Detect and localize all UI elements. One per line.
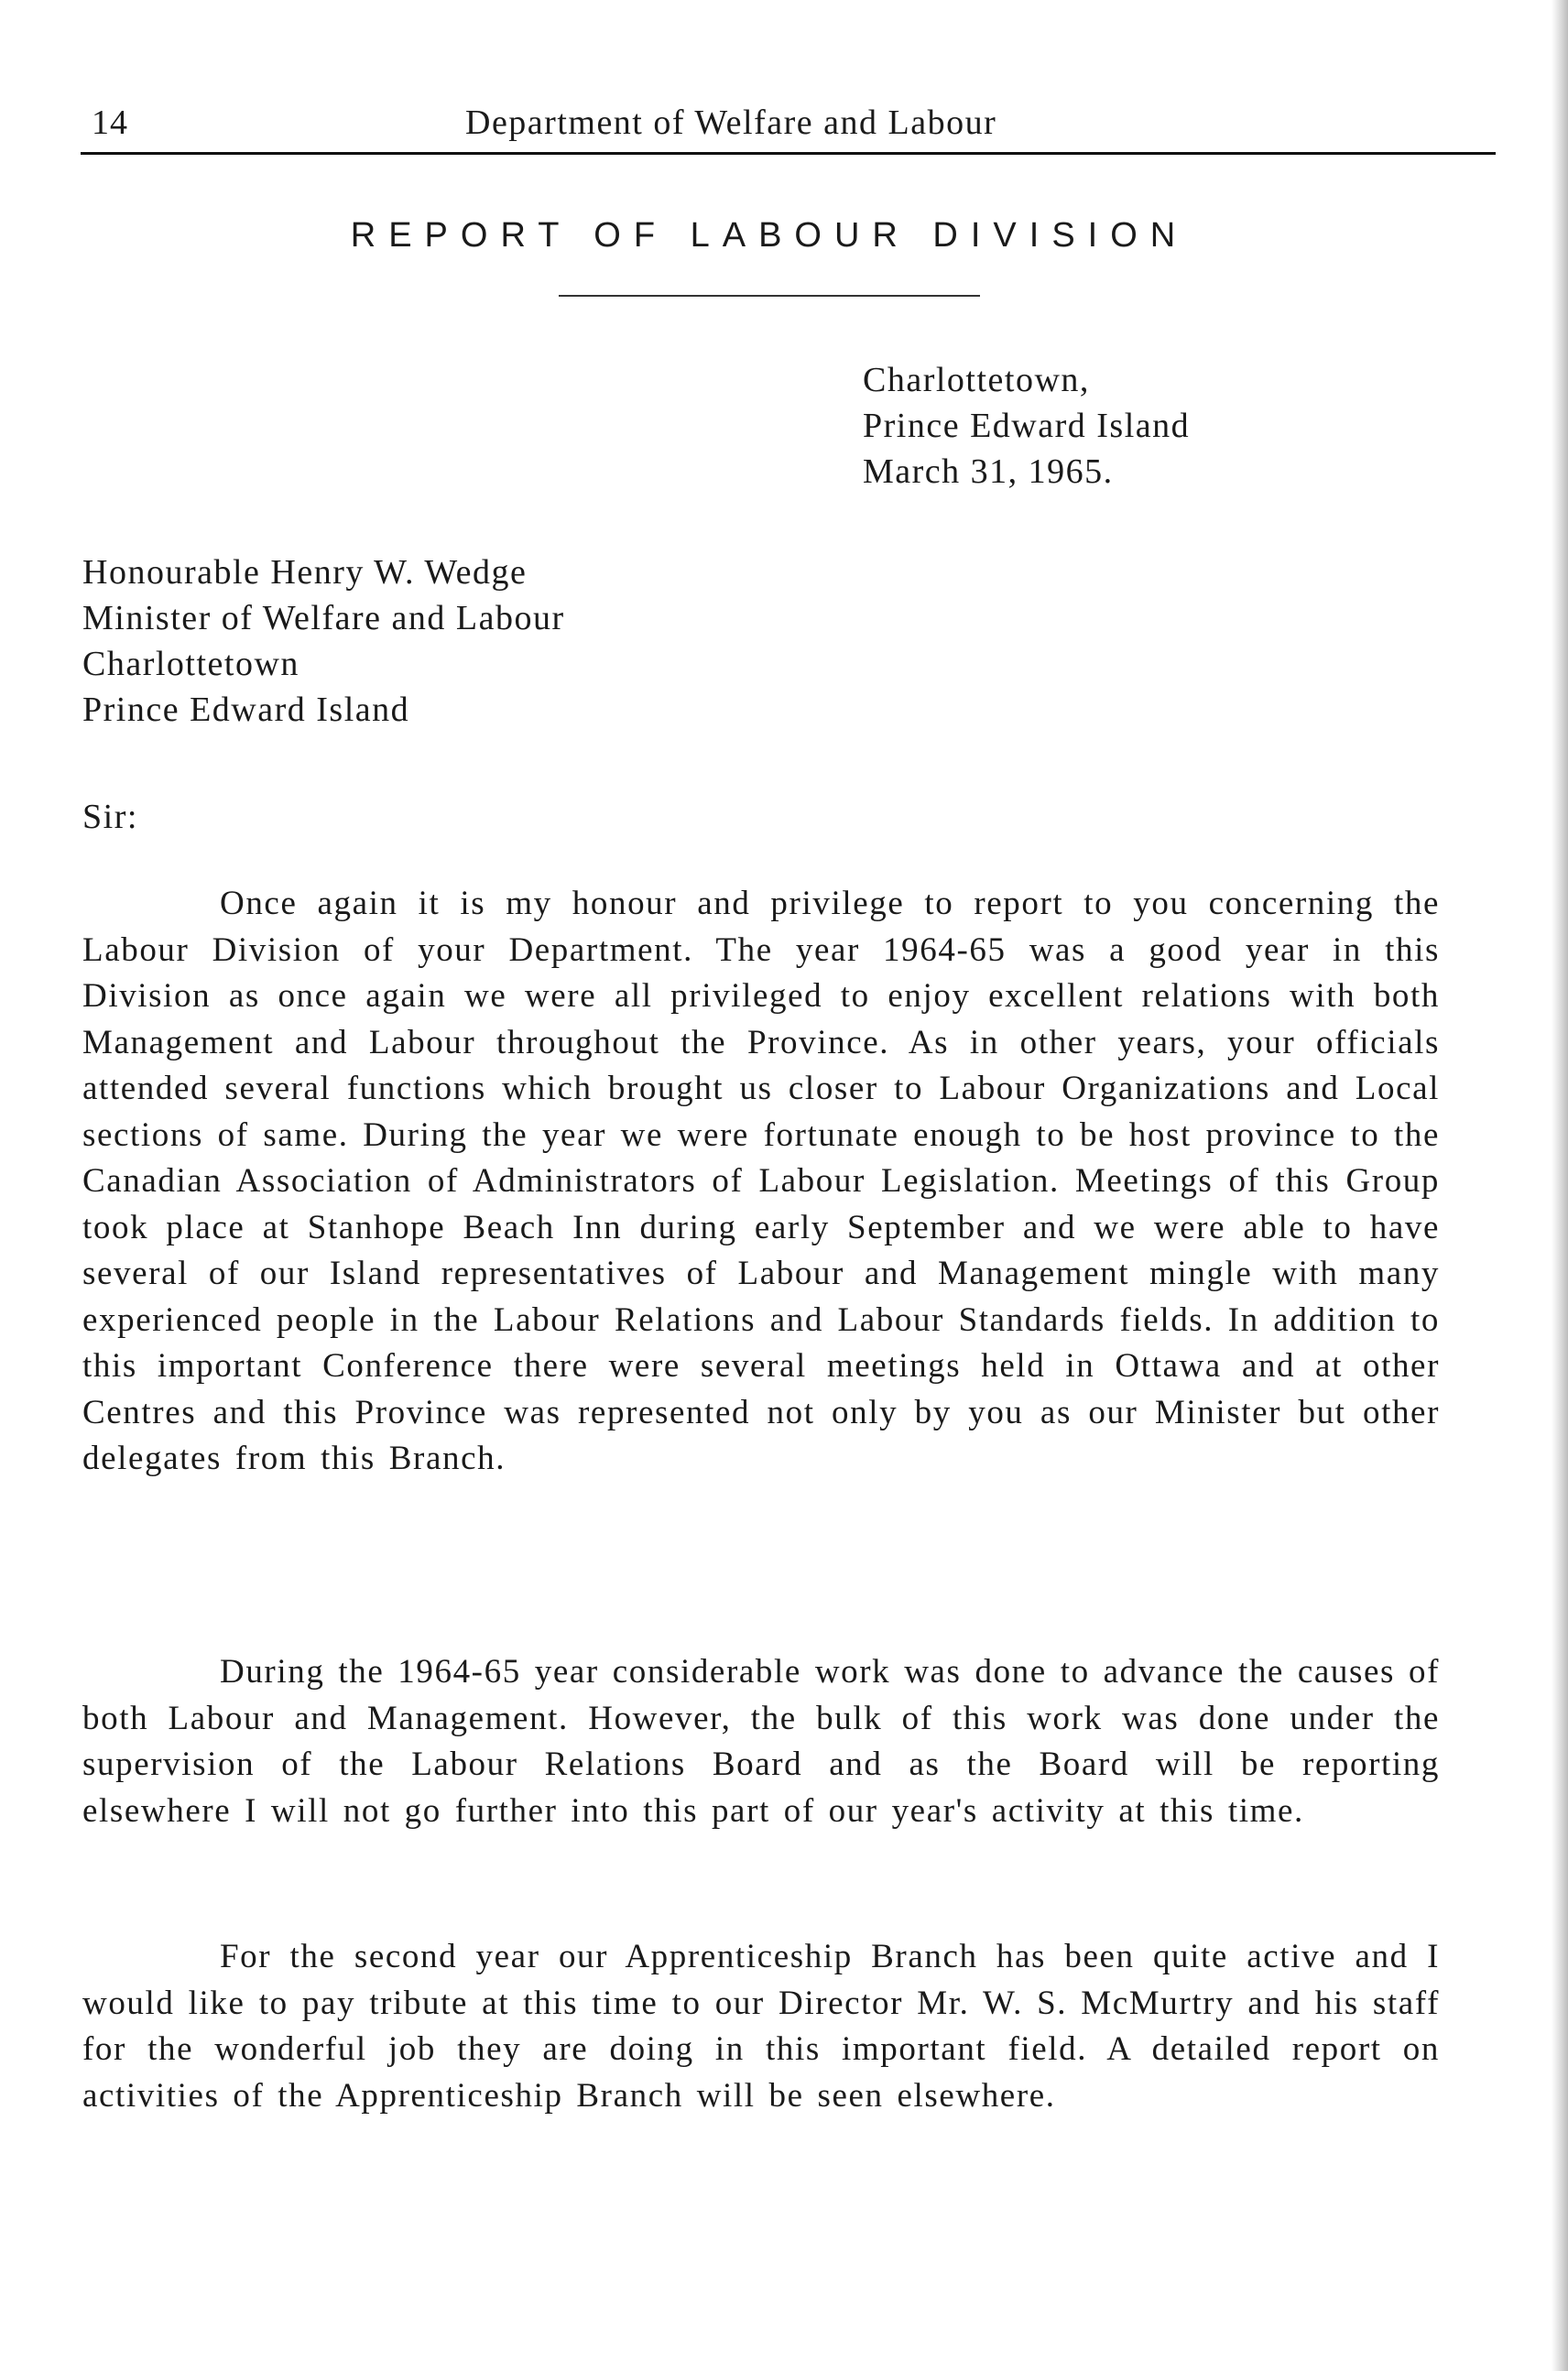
addressee-province: Prince Edward Island [82,691,410,729]
date-line: March 31, 1965. [863,452,1114,491]
addressee-block [82,549,565,733]
running-title: Department of Welfare and Labour [465,103,997,142]
addressee-title: Minister of Welfare and Labour [82,599,565,637]
title-divider [559,295,980,297]
place-line-province: Prince Edward Island [863,407,1191,445]
page-header [81,103,1496,155]
place-date-block [863,357,1190,495]
addressee-city: Charlottetown [82,645,299,683]
report-title: REPORT OF LABOUR DIVISION [350,216,1189,255]
addressee-name: Honourable Henry W. Wedge [82,553,528,592]
page-edge-shadow [1552,0,1568,2371]
body-paragraph-2: During the 1964-65 year considerable work was done to advance the causes of both Labour and Management. However, the bulk of this work was done under the supervision of the Labour Relations Board and as the Board will be reporting elsewhere I will not go further into this part of our year's activity at this time. [82,1653,1440,1830]
body-paragraph-3: For the second year our Apprenticeship Branch has been quite active and I would like to pay tribute at this time to our Director Mr. W. S. McMurtry and his staff for the wonderful job they are doing in this important field. A detailed report on activities of the Apprenticeship Branch will be seen elsewhere. [82,1938,1440,2115]
salutation: Sir: [82,798,138,836]
page-number: 14 [92,103,128,142]
place-line-city: Charlottetown, [863,361,1090,399]
body-paragraph-1: Once again it is my honour and privilege to report to you concerning the Labour Division of your Department. The year 1964-65 was a good year in this Division as once again we were all privileged to enjoy excellent relations with both Management and Labour throughout the Province. As in other years, your officials attended several functions which brought us closer to Labour Organizations and Local sections of same. During the year we were fortunate enough to be host province to the Canadian Association of Administrators of Labour Legislation. Meetings of this Group took place at Stanhope Beach Inn during early September and we were able to have several of our Island representatives of Labour and Management mingle with many experienced people in the Labour Relations and Labour Standards fields. In addition to this important Conference there were several meetings held in Ottawa and at other Centres and this Province was represented not only by you as our Minister but other delegates from this Branch. [82,885,1440,1477]
